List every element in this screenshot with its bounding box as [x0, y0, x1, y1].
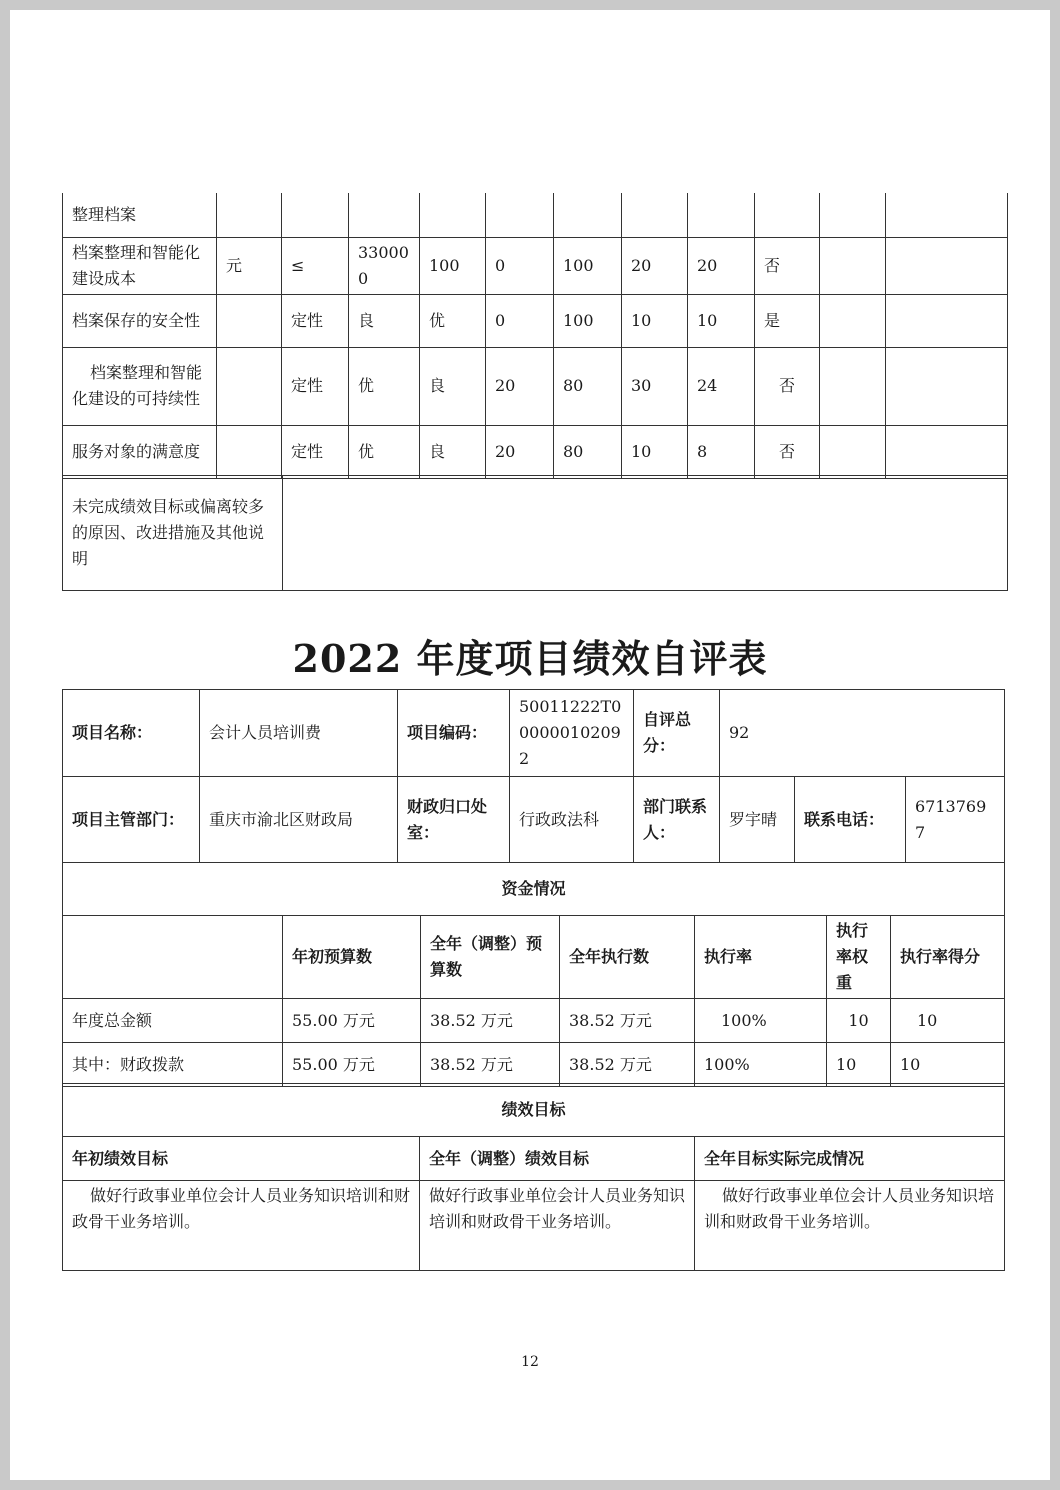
project-code: 50011222T000000102092 — [510, 690, 634, 777]
page-number: 12 — [521, 1354, 539, 1370]
contact-label: 部门联系人： — [634, 777, 720, 863]
phone-label: 联系电话： — [795, 777, 906, 863]
dept-label: 项目主管部门： — [63, 777, 200, 863]
initial-goal: 做好行政事业单位会计人员业务知识培训和财政骨干业务培训。 — [63, 1181, 420, 1271]
header-score: 执行率得分 — [891, 916, 1005, 999]
header-row — [63, 1137, 1005, 1181]
goals-section-title: 绩效目标 — [63, 1084, 1005, 1137]
actual-completion: 做好行政事业单位会计人员业务知识培训和财政骨干业务培训。 — [695, 1181, 1005, 1271]
info-row — [63, 690, 1005, 777]
project-name: 会计人员培训费 — [200, 690, 398, 777]
remarks-row — [63, 476, 1008, 591]
dept: 重庆市渝北区财政局 — [200, 777, 398, 863]
phone: 67137697 — [906, 777, 1005, 863]
table-row — [63, 193, 1008, 237]
header-adjusted-goal: 全年（调整）绩效目标 — [420, 1137, 695, 1181]
indicator-table — [62, 193, 1008, 479]
funds-table — [62, 862, 1005, 1087]
finance-office: 行政政法科 — [510, 777, 634, 863]
header-executed: 全年执行数 — [560, 916, 695, 999]
indicator-name: 整理档案 — [63, 193, 217, 237]
section-row — [63, 1084, 1005, 1137]
remarks-table — [62, 475, 1008, 591]
page-title: 2022 年度项目绩效自评表 — [292, 636, 768, 681]
table-row: 档案整理和智能化建设的可持续性 定性 优 良 20 80 30 24 否 — [63, 347, 1008, 425]
table-row: 服务对象的满意度 定性 优 良 20 80 10 8 否 — [63, 425, 1008, 478]
adjusted-goal: 做好行政事业单位会计人员业务知识培训和财政骨干业务培训。 — [420, 1181, 695, 1271]
contact: 罗宇晴 — [720, 777, 795, 863]
header-initial-goal: 年初绩效目标 — [63, 1137, 420, 1181]
indicator-name: 服务对象的满意度 — [63, 425, 217, 478]
header-weight: 执行率权重 — [827, 916, 891, 999]
info-row — [63, 777, 1005, 863]
indicator-name: 档案保存的安全性 — [63, 294, 217, 347]
project-info-table — [62, 689, 1005, 863]
finance-office-label: 财政归口处室： — [398, 777, 510, 863]
header-rate: 执行率 — [695, 916, 827, 999]
header-initial: 年初预算数 — [283, 916, 421, 999]
indicator-name: 档案整理和智能化建设的可持续性 — [63, 347, 217, 425]
funds-section-title: 资金情况 — [63, 863, 1005, 916]
remarks-value — [283, 476, 1008, 591]
section-row — [63, 863, 1005, 916]
indicator-name: 档案整理和智能化建设成本 — [63, 237, 217, 294]
project-code-label: 项目编码： — [398, 690, 510, 777]
goals-table — [62, 1083, 1005, 1271]
self-score: 92 — [720, 690, 1005, 777]
table-row: 其中：财政拨款 55.00 万元 38.52 万元 38.52 万元 100% 10 10 — [63, 1043, 1005, 1087]
project-name-label: 项目名称： — [63, 690, 200, 777]
table-row: 年度总金额 55.00 万元 38.52 万元 38.52 万元 100% 10 10 — [63, 999, 1005, 1043]
header-adjusted: 全年（调整）预算数 — [421, 916, 560, 999]
document-page — [10, 10, 1050, 1480]
self-score-label: 自评总分： — [634, 690, 720, 777]
table-row: 档案保存的安全性 定性 良 优 0 100 10 10 是 — [63, 294, 1008, 347]
remarks-label: 未完成绩效目标或偏离较多的原因、改进措施及其他说明 — [63, 476, 283, 591]
header-actual-completion: 全年目标实际完成情况 — [695, 1137, 1005, 1181]
table-row — [63, 1181, 1005, 1271]
header-row — [63, 916, 1005, 999]
table-row: 档案整理和智能化建设成本 元 ≤ 330000 100 0 100 20 20 否 — [63, 237, 1008, 294]
